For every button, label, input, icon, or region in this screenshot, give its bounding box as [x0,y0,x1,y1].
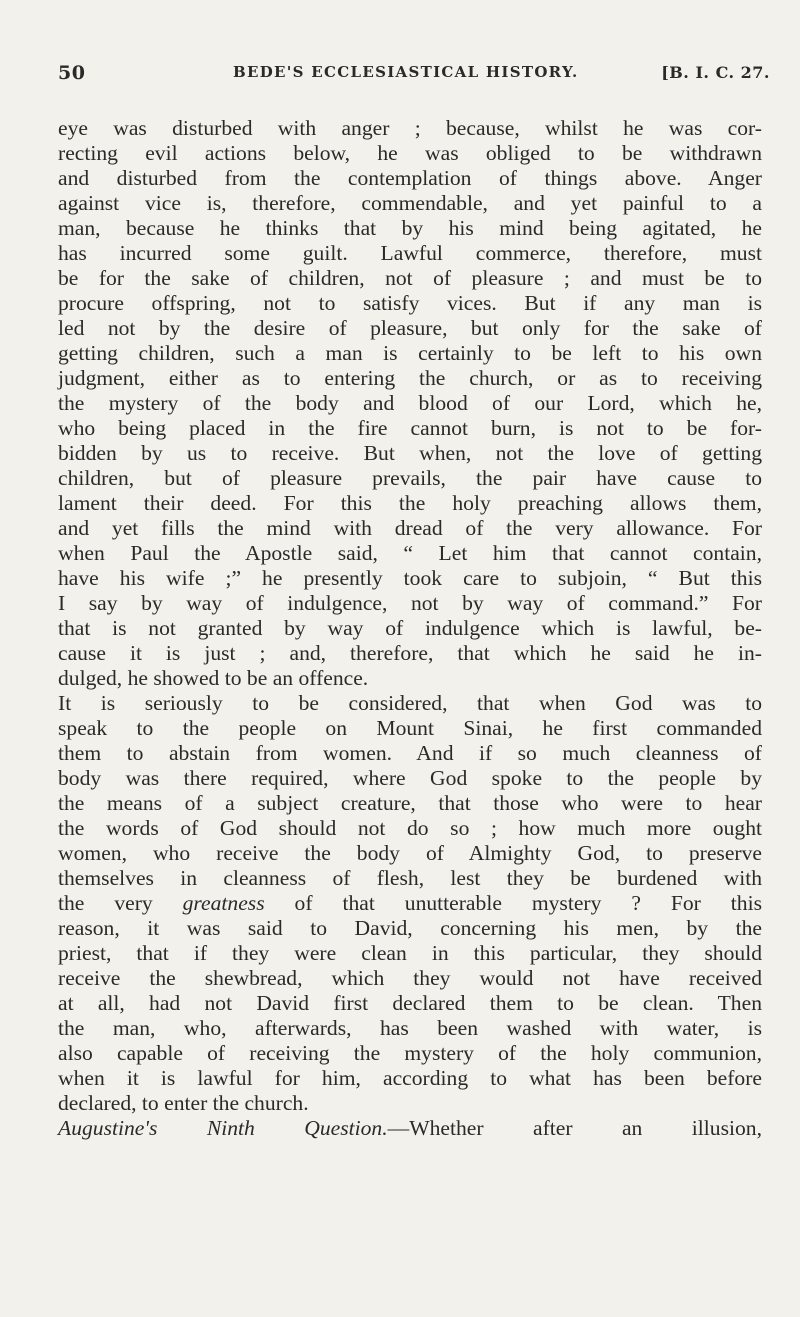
text-line [58,566,762,591]
text-segment: them to abstain from women. And if so much cleanness of [58,741,762,765]
text-segment: and yet fills the mind with dread of the very allowance. For [58,516,762,540]
text-segment: has incurred some guilt. Lawful commerce, therefore, must [58,241,762,265]
text-segment: and disturbed from the contemplation of things above. Anger [58,166,762,190]
text-line [58,916,762,941]
text-line [58,941,762,966]
text-segment: cause it is just ; and, therefore, that which he said he in- [58,641,762,665]
text-segment: declared, to enter the church. [58,1091,309,1115]
text-line [58,966,762,991]
text-line [58,616,762,641]
text-segment: when Paul the Apostle said, “ Let him that cannot contain, [58,541,762,565]
text-line [58,391,762,416]
text-segment: children, but of pleasure prevails, the pair have cause to [58,466,762,490]
text-line [58,266,762,291]
text-line [58,641,762,666]
text-segment: getting children, such a man is certainly to be left to his own [58,341,762,365]
text-line [58,991,762,1016]
text-line [58,416,762,441]
text-segment: the means of a subject creature, that those who were to hear [58,791,762,815]
text-segment: women, who receive the body of Almighty God, to preserve [58,841,762,865]
text-segment: the mystery of the body and blood of our Lord, which he, [58,391,762,415]
text-segment: recting evil actions below, he was obliged to be withdrawn [58,141,762,165]
text-line [58,441,762,466]
text-line [58,141,762,166]
text-line [58,791,762,816]
text-segment: at all, had not David first declared them to be clean. Then [58,991,762,1015]
text-line [58,366,762,391]
text-segment: judgment, either as to entering the church, or as to receiving [58,366,762,390]
text-segment: who being placed in the fire cannot burn, is not to be for- [58,416,762,440]
text-line [58,866,762,891]
text-segment: receive the shewbread, which they would not have received [58,966,762,990]
text-segment: priest, that if they were clean in this particular, they should [58,941,762,965]
text-segment: procure offspring, not to satisfy vices. But if any man is [58,291,762,315]
text-segment: the man, who, afterwards, has been washed with water, is [58,1016,762,1040]
text-line [58,1016,762,1041]
text-segment: speak to the people on Mount Sinai, he first commanded [58,716,762,740]
text-line [58,291,762,316]
text-line [58,766,762,791]
text-line [58,1041,762,1066]
text-segment: themselves in cleanness of flesh, lest they be burdened with [58,866,762,890]
text-segment: man, because he thinks that by his mind being agitated, he [58,216,762,240]
text-segment: bidden by us to receive. But when, not the love of getting [58,441,762,465]
text-segment: when it is lawful for him, according to what has been before [58,1066,762,1090]
text-line [58,591,762,616]
text-segment: reason, it was said to David, concerning his men, by the [58,916,762,940]
text-segment: I say by way of indulgence, not by way of command.” For [58,591,762,615]
text-segment: lament their deed. For this the holy preaching allows them, [58,491,762,515]
text-line [58,216,762,241]
text-line [58,166,762,191]
text-line [58,816,762,841]
text-line [58,666,762,691]
text-segment: It is seriously to be considered, that when God was to [58,691,762,715]
text-segment: dulged, he showed to be an offence. [58,666,369,690]
text-segment: also capable of receiving the mystery of the holy communion, [58,1041,762,1065]
text-line [58,341,762,366]
text-line [58,1091,762,1116]
text-line [58,1116,762,1141]
text-line [58,116,762,141]
text-line [58,541,762,566]
text-line [58,466,762,491]
italic-text: Augustine's Ninth Question. [58,1116,388,1140]
text-line [58,841,762,866]
text-line [58,241,762,266]
text-line [58,891,762,916]
text-line [58,491,762,516]
text-segment: the very [58,891,183,915]
body-text [58,116,762,1141]
text-line [58,716,762,741]
text-line [58,516,762,541]
italic-text: greatness [182,891,265,915]
book-chapter-mark: [B. I. C. 27. [661,63,770,82]
text-segment: that is not granted by way of indulgence which is lawful, be- [58,616,762,640]
text-segment: eye was disturbed with anger ; because, whilst he was cor- [58,116,762,140]
text-segment: of that unutterable mystery ? For this [264,891,762,915]
text-line [58,691,762,716]
text-segment: be for the sake of children, not of pleasure ; and must be to [58,266,762,290]
text-segment: the words of God should not do so ; how much more ought [58,816,762,840]
text-segment: against vice is, therefore, commendable, and yet painful to a [58,191,762,215]
page-number: 50 [58,62,86,84]
text-segment: led not by the desire of pleasure, but only for the sake of [58,316,762,340]
running-title: BEDE'S ECCLESIASTICAL HISTORY. [233,63,579,81]
text-line [58,1066,762,1091]
text-segment: have his wife ;” he presently took care to subjoin, “ But this [58,566,762,590]
text-segment: —Whether after an illusion, [387,1116,762,1140]
text-line [58,741,762,766]
page-header [58,62,770,86]
text-segment: body was there required, where God spoke to the people by [58,766,762,790]
text-line [58,191,762,216]
text-line [58,316,762,341]
